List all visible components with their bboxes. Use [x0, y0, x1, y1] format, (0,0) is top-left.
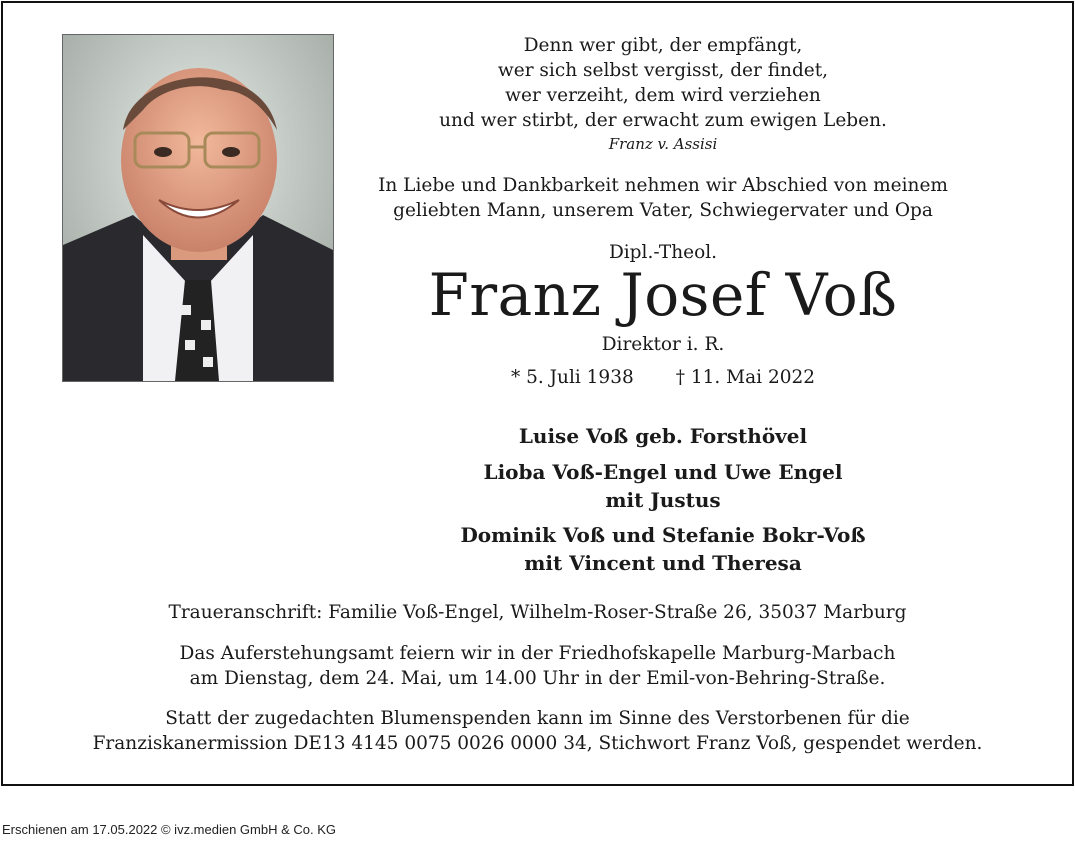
service-info	[40, 641, 1035, 691]
intro-text	[340, 173, 986, 223]
donation-line: Franziskanermission DE13 4145 0075 0026 0000 34, Stichwort Franz Voß, gespendet werden.	[92, 733, 983, 754]
family-member: Dominik Voß und Stefanie Bokr-Voß	[460, 523, 866, 547]
family-member: mit Justus	[605, 488, 721, 512]
life-dates	[340, 366, 986, 390]
donation-line: Statt der zugedachten Blumenspenden kann im Sinne des Verstorbenen für die	[165, 708, 910, 729]
deceased-role: Direktor i. R.	[601, 334, 725, 355]
portrait-photo	[62, 34, 334, 382]
family-member: mit Vincent und Theresa	[524, 551, 802, 575]
intro-line: In Liebe und Dankbarkeit nehmen wir Abschied von meinem	[378, 175, 948, 196]
service-line: am Dienstag, dem 24. Mai, um 14.00 Uhr in der Emil-von-Behring-Straße.	[189, 668, 886, 689]
birth-date: * 5. Juli 1938	[510, 367, 634, 388]
service-line: Das Auferstehungsamt feiern wir in der Friedhofskapelle Marburg-Marbach	[179, 643, 896, 664]
quote-block	[340, 33, 986, 155]
deceased-name: Franz Josef Voß	[428, 261, 898, 329]
mourning-address: Traueranschrift: Familie Voß-Engel, Wilhelm-Roser-Straße 26, 35037 Marburg	[168, 602, 907, 623]
intro-line: geliebten Mann, unserem Vater, Schwiegervater und Opa	[393, 200, 933, 221]
quote-line: wer sich selbst vergisst, der findet,	[497, 60, 829, 81]
publication-footer: Erschienen am 17.05.2022 © ivz.medien GmbH & Co. KG	[2, 822, 337, 837]
quote-line: und wer stirbt, der erwacht zum ewigen Leben.	[439, 110, 887, 131]
donation-info	[40, 706, 1035, 756]
family-member: Lioba Voß-Engel und Uwe Engel	[483, 460, 843, 484]
death-date: † 11. Mai 2022	[675, 367, 816, 388]
academic-title: Dipl.-Theol.	[608, 242, 718, 263]
family-member: Luise Voß geb. Forsthövel	[518, 424, 808, 448]
quote-line: Denn wer gibt, der empfängt,	[523, 35, 803, 56]
quote-line: wer verzeiht, dem wird verziehen	[505, 85, 821, 106]
quote-author: Franz v. Assisi	[608, 135, 718, 153]
